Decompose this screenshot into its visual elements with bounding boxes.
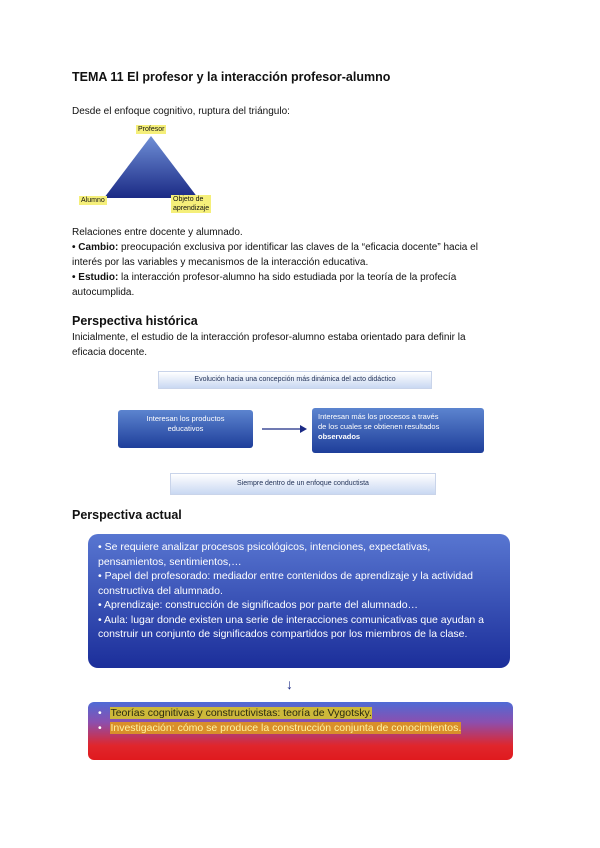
down-arrow-icon: ↓ [286, 676, 293, 692]
triangle-label-objeto-line2: aprendizaje [173, 205, 210, 212]
cambio-line2: interés por las variables y mecanismos de la interacción educativa. [72, 257, 369, 268]
estudio-text1: la interacción profesor-alumno ha sido estudiada por la teoría de la profecía [118, 272, 457, 283]
historica-line1: Inicialmente, el estudio de la interacción profesor-alumno estaba orientado para definir la [72, 332, 466, 343]
products-box-line1: Interesan los productos [146, 414, 225, 423]
processes-box [312, 408, 484, 453]
theory-text-2: Investigación: cómo se produce la construcción conjunta de conocimientos. [110, 722, 462, 734]
products-box [118, 410, 253, 448]
historica-text [72, 330, 542, 360]
page-title: TEMA 11 El profesor y la interacción profesor-alumno [72, 70, 391, 84]
cambio-line1 [72, 240, 542, 255]
triangle-label-objeto-line1: Objeto de [171, 195, 211, 204]
theory-item-1 [98, 706, 503, 721]
triangle-label-objeto [171, 195, 211, 213]
right-arrow-icon [262, 423, 307, 435]
current-item-4: • Aula: lugar donde existen una serie de interacciones comunicativas que ayudan a construir un conjunto de significados compartidos por los miembros de la clase. [98, 613, 485, 640]
processes-box-line1: Interesan más los procesos a través [318, 412, 439, 421]
theories-box [88, 702, 513, 760]
actual-heading: Perspectiva actual [72, 508, 182, 522]
theory-bullet-1: • [98, 707, 102, 719]
processes-box-line2: de los cuales se obtienen resultados [318, 422, 440, 431]
theory-bullet-2: • [98, 722, 102, 734]
current-item-2: • Papel del profesorado: mediador entre contenidos de aprendizaje y la actividad constructiva del alumnado. [98, 570, 473, 597]
relaciones-text: Relaciones entre docente y alumnado. [72, 227, 243, 238]
triangle-label-alumno: Alumno [81, 197, 105, 204]
cambio-text1: preocupación exclusiva por identificar las claves de la “eficacia docente” hacia el [118, 242, 478, 253]
processes-box-line3: observados [318, 432, 361, 441]
products-box-line2: educativos [167, 424, 204, 433]
triangle-shape [104, 136, 198, 198]
current-perspective-box [88, 534, 510, 668]
current-item-3: • Aprendizaje: construcción de significados por parte del alumnado… [98, 599, 419, 611]
estudio-label: • Estudio: [72, 272, 119, 283]
behaviorist-bar: Siempre dentro de un enfoque conductista [170, 473, 436, 495]
relations-block [72, 225, 542, 300]
current-item-1: • Se requiere analizar procesos psicológicos, intenciones, expectativas, pensamientos, sentimientos,… [98, 541, 431, 568]
cambio-label: • Cambio: [72, 242, 119, 253]
evolution-bar: Evolución hacia una concepción más dinámica del acto didáctico [158, 371, 432, 389]
theory-text-1: Teorías cognitivas y constructivistas: teoría de Vygotsky. [110, 707, 372, 719]
triangle-label-profesor: Profesor [138, 126, 165, 133]
intro-text: Desde el enfoque cognitivo, ruptura del triángulo: [72, 106, 290, 117]
estudio-line2: autocumplida. [72, 287, 135, 298]
historica-heading: Perspectiva histórica [72, 314, 198, 328]
historica-line2: eficacia docente. [72, 347, 148, 358]
theory-item-2 [98, 721, 503, 736]
estudio-line1 [72, 270, 542, 285]
